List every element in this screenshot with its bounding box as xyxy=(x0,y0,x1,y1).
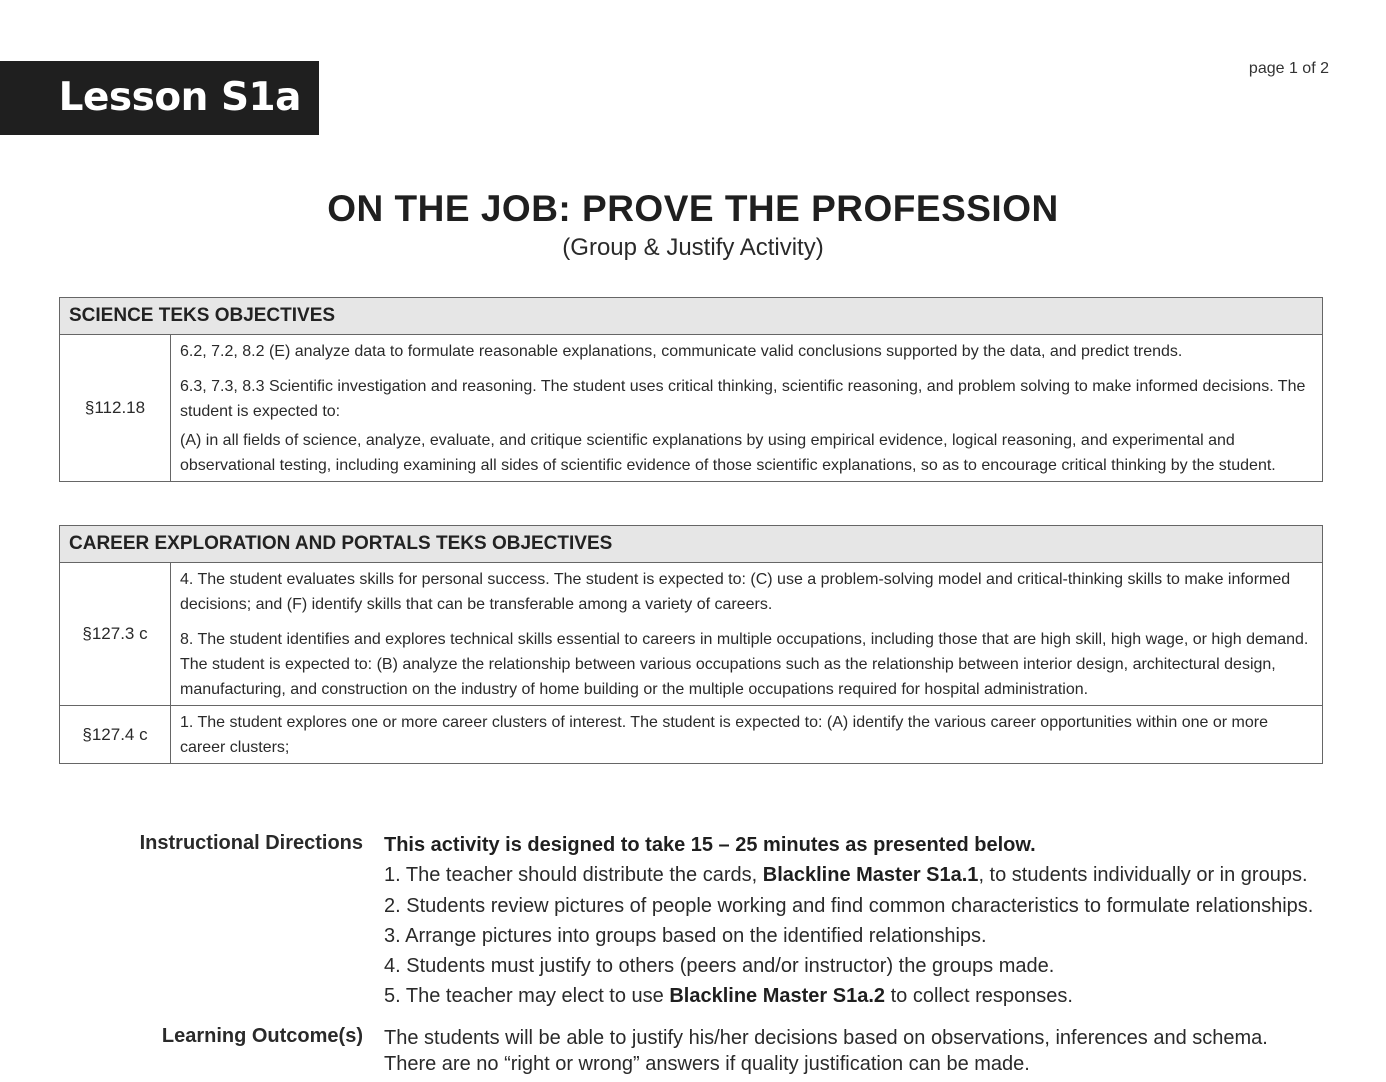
teks-description xyxy=(171,335,1323,482)
directions-intro: This activity is designed to take 15 – 25 minutes as presented below. xyxy=(384,834,1036,856)
teks-code: §112.18 xyxy=(60,335,171,482)
teks-code: §127.3 c xyxy=(60,563,171,706)
lesson-label: Lesson S1a xyxy=(58,75,301,120)
career-teks-heading: CAREER EXPLORATION AND PORTALS TEKS OBJECTIVES xyxy=(60,526,1323,563)
teks-paragraph: 8. The student identifies and explores technical skills essential to careers in multiple occupations, including those that are high skill, high wage, or high demand. The student is expected to: (B) analyze the relationship between various occupations such as the relationship between interior design, architectural design, manufacturing, and construction on the industry of home building or the multiple occupations required for hospital administration. xyxy=(180,631,1309,698)
teks-paragraph: (A) in all fields of science, analyze, evaluate, and critique scientific explanations by using empirical evidence, logical reasoning, and experimental and observational testing, including examining all sides of scientific evidence of those scientific explanations, so as to encourage critical thinking by the student. xyxy=(180,432,1276,474)
learning-outcomes-label: Learning Outcome(s) xyxy=(161,1025,363,1047)
page-title: ON THE JOB: PROVE THE PROFESSION xyxy=(327,188,1059,229)
science-teks-heading: SCIENCE TEKS OBJECTIVES xyxy=(60,298,1323,335)
page-indicator: page 1 of 2 xyxy=(1248,60,1329,77)
direction-step: 1. The teacher should distribute the cards, Blackline Master S1a.1, to students individually or in groups. xyxy=(384,864,1308,887)
teks-paragraph: 1. The student explores one or more career clusters of interest. The student is expected to: (A) identify the various career opportunities within one or more career clusters; xyxy=(180,714,1268,756)
science-teks-table xyxy=(59,297,1323,482)
teks-description xyxy=(171,706,1323,764)
teks-code: §127.4 c xyxy=(60,706,171,764)
table-row xyxy=(60,335,1323,482)
teks-paragraph: 4. The student evaluates skills for personal success. The student is expected to: (C) use a problem-solving model and critical-thinking skills to make informed decisions; and (F) identify skills that can be transferable among a variety of careers. xyxy=(180,571,1291,613)
instructional-directions-label: Instructional Directions xyxy=(139,832,363,854)
teks-paragraph: 6.2, 7.2, 8.2 (E) analyze data to formulate reasonable explanations, communicate valid conclusions supported by the data, and predict trends. xyxy=(180,343,1183,360)
direction-step: 4. Students must justify to others (peers and/or instructor) the groups made. xyxy=(384,955,1055,978)
table-row xyxy=(60,563,1323,706)
teks-paragraph: 6.3, 7.3, 8.3 Scientific investigation and reasoning. The student uses critical thinking, scientific reasoning, and problem solving to make informed decisions. The student is expected to: xyxy=(180,378,1306,420)
page-subtitle: (Group & Justify Activity) xyxy=(562,234,824,261)
direction-step: 3. Arrange pictures into groups based on the identified relationships. xyxy=(384,924,987,947)
table-row xyxy=(60,706,1323,764)
teks-description xyxy=(171,563,1323,706)
lesson-banner xyxy=(0,61,319,135)
direction-step: 5. The teacher may elect to use Blackline Master S1a.2 to collect responses. xyxy=(384,985,1073,1008)
instructional-directions-content xyxy=(384,832,1374,1014)
learning-outcomes-text: The students will be able to justify his/her decisions based on observations, inferences and schema. There are no “right or wrong” answers if quality justification can be made. xyxy=(384,1027,1268,1075)
career-teks-table xyxy=(59,525,1323,764)
direction-step: 2. Students review pictures of people working and find common characteristics to formulate relationships. xyxy=(384,894,1314,917)
